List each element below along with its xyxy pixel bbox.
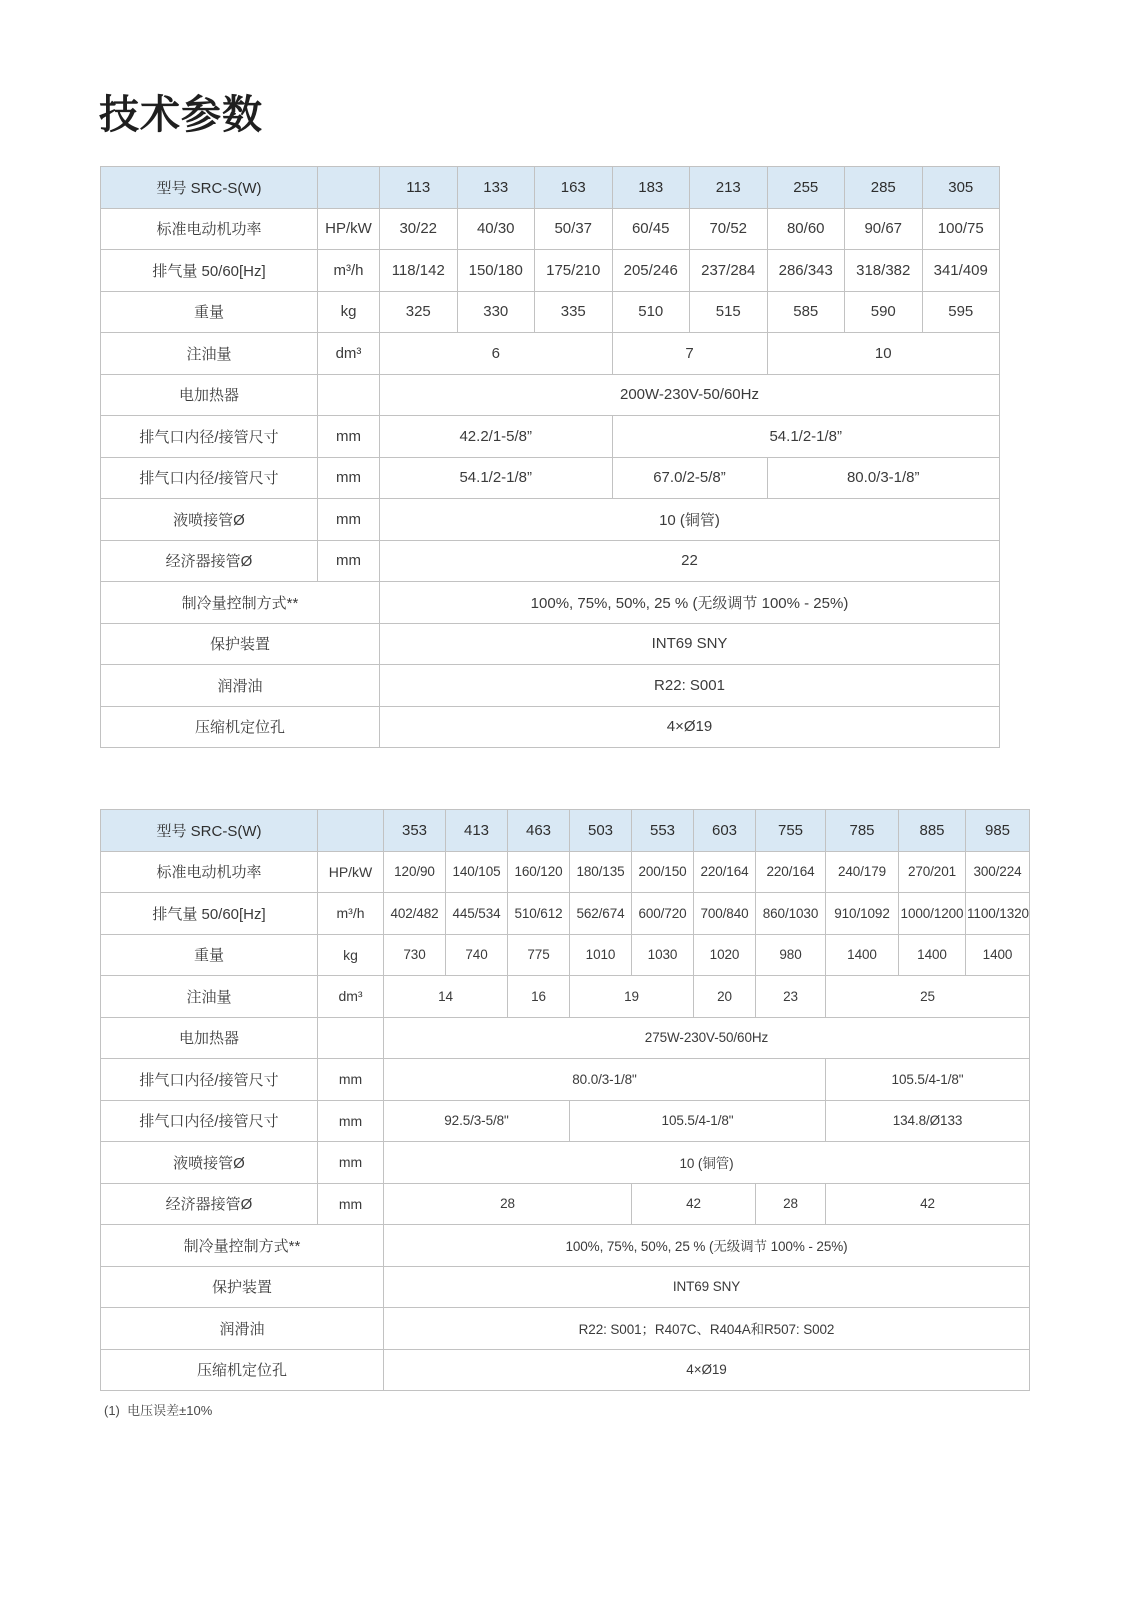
model-number: 353	[384, 810, 446, 852]
spec-value: 80.0/3-1/8”	[767, 457, 1000, 499]
spec-label: 标准电动机功率	[101, 208, 318, 250]
spec-value: 28	[384, 1183, 632, 1225]
spec-value: 335	[535, 291, 613, 333]
model-series-label: 型号 SRC-S(W)	[101, 167, 318, 209]
spec-value: 140/105	[446, 851, 508, 893]
spec-value: 600/720	[632, 893, 694, 935]
spec-label: 润滑油	[101, 1308, 384, 1350]
spec-value: 80/60	[767, 208, 845, 250]
spec-label: 注油量	[101, 333, 318, 375]
spec-value: 150/180	[457, 250, 535, 292]
spec-value: 92.5/3-5/8"	[384, 1100, 570, 1142]
spec-unit: dm³	[318, 976, 384, 1018]
spec-row	[101, 934, 1030, 976]
spec-label: 制冷量控制方式**	[101, 582, 380, 624]
spec-unit: m³/h	[318, 893, 384, 935]
spec-value: R22: S001	[380, 665, 1000, 707]
spec-table-small-models	[100, 166, 1000, 748]
spec-value: 80.0/3-1/8"	[384, 1059, 826, 1101]
spec-value: 10	[767, 333, 1000, 375]
spec-value: 19	[570, 976, 694, 1018]
spec-value: 860/1030	[756, 893, 826, 935]
spec-value: 910/1092	[826, 893, 899, 935]
spec-unit: dm³	[318, 333, 380, 375]
model-number: 755	[756, 810, 826, 852]
spec-label: 重量	[101, 934, 318, 976]
spec-label: 液喷接管Ø	[101, 499, 318, 541]
spec-row	[101, 540, 1000, 582]
spec-value: 22	[380, 540, 1000, 582]
spec-value: 510	[612, 291, 690, 333]
spec-label: 排气量 50/60[Hz]	[101, 250, 318, 292]
spec-value: 1000/1200	[899, 893, 966, 935]
spec-unit	[318, 374, 380, 416]
spec-unit: HP/kW	[318, 208, 380, 250]
model-number: 183	[612, 167, 690, 209]
spec-value: 42	[826, 1183, 1030, 1225]
spec-value: 220/164	[694, 851, 756, 893]
spec-value: 1020	[694, 934, 756, 976]
spec-row	[101, 1225, 1030, 1267]
model-number: 113	[380, 167, 458, 209]
spec-row	[101, 706, 1000, 748]
spec-value: 300/224	[966, 851, 1030, 893]
spec-value: 286/343	[767, 250, 845, 292]
spec-row	[101, 1059, 1030, 1101]
model-number: 305	[922, 167, 1000, 209]
spec-value: INT69 SNY	[384, 1266, 1030, 1308]
spec-row	[101, 416, 1000, 458]
model-number: 133	[457, 167, 535, 209]
spec-value: 54.1/2-1/8”	[612, 416, 1000, 458]
spec-row	[101, 893, 1030, 935]
spec-value: 200W-230V-50/60Hz	[380, 374, 1000, 416]
model-number: 255	[767, 167, 845, 209]
spec-value: 40/30	[457, 208, 535, 250]
spec-row	[101, 291, 1000, 333]
spec-value: 1030	[632, 934, 694, 976]
spec-label: 压缩机定位孔	[101, 706, 380, 748]
spec-value: 330	[457, 291, 535, 333]
spec-unit: kg	[318, 934, 384, 976]
spec-value: 510/612	[508, 893, 570, 935]
spec-label: 润滑油	[101, 665, 380, 707]
unit-header-cell	[318, 167, 380, 209]
model-number: 285	[845, 167, 923, 209]
spec-value: 700/840	[694, 893, 756, 935]
spec-value: 90/67	[845, 208, 923, 250]
spec-row	[101, 582, 1000, 624]
spec-value: 118/142	[380, 250, 458, 292]
model-number: 603	[694, 810, 756, 852]
spec-unit: mm	[318, 416, 380, 458]
spec-label: 经济器接管Ø	[101, 1183, 318, 1225]
spec-value: 1400	[966, 934, 1030, 976]
spec-value: 590	[845, 291, 923, 333]
spec-unit: mm	[318, 499, 380, 541]
spec-value: 100/75	[922, 208, 1000, 250]
spec-label: 排气口内径/接管尺寸	[101, 1100, 318, 1142]
spec-value: 775	[508, 934, 570, 976]
spec-label: 注油量	[101, 976, 318, 1018]
unit-header-cell	[318, 810, 384, 852]
spec-row	[101, 1349, 1030, 1391]
spec-value: 220/164	[756, 851, 826, 893]
spec-value: 70/52	[690, 208, 768, 250]
spec-row	[101, 1100, 1030, 1142]
table-header-row	[101, 167, 1000, 209]
spec-value: 7	[612, 333, 767, 375]
spec-row	[101, 333, 1000, 375]
spec-label: 经济器接管Ø	[101, 540, 318, 582]
spec-value: 4×Ø19	[384, 1349, 1030, 1391]
page-title: 技术参数	[99, 93, 263, 137]
spec-value: 54.1/2-1/8”	[380, 457, 613, 499]
spec-value: 14	[384, 976, 508, 1018]
spec-value: 275W-230V-50/60Hz	[384, 1017, 1030, 1059]
spec-row	[101, 851, 1030, 893]
spec-unit	[318, 1017, 384, 1059]
spec-value: 515	[690, 291, 768, 333]
model-number: 213	[690, 167, 768, 209]
spec-unit: mm	[318, 540, 380, 582]
spec-value: 28	[756, 1183, 826, 1225]
model-number: 553	[632, 810, 694, 852]
spec-unit: mm	[318, 1142, 384, 1184]
model-number: 413	[446, 810, 508, 852]
spec-row	[101, 208, 1000, 250]
spec-value: 1100/1320	[966, 893, 1030, 935]
model-series-label: 型号 SRC-S(W)	[101, 810, 318, 852]
spec-table-large-models-body	[101, 810, 1030, 1391]
spec-value: 30/22	[380, 208, 458, 250]
spec-value: 318/382	[845, 250, 923, 292]
model-number: 985	[966, 810, 1030, 852]
spec-unit: mm	[318, 1059, 384, 1101]
spec-value: INT69 SNY	[380, 623, 1000, 665]
spec-value: 562/674	[570, 893, 632, 935]
spec-value: 175/210	[535, 250, 613, 292]
spec-label: 排气口内径/接管尺寸	[101, 1059, 318, 1101]
spec-value: 134.8/Ø133	[826, 1100, 1030, 1142]
spec-value: 4×Ø19	[380, 706, 1000, 748]
spec-value: 100%, 75%, 50%, 25 % (无级调节 100% - 25%)	[380, 582, 1000, 624]
spec-value: 10 (铜管)	[384, 1142, 1030, 1184]
spec-label: 液喷接管Ø	[101, 1142, 318, 1184]
spec-value: 1400	[899, 934, 966, 976]
spec-value: 23	[756, 976, 826, 1018]
spec-value: 67.0/2-5/8”	[612, 457, 767, 499]
spec-row	[101, 623, 1000, 665]
spec-value: 1010	[570, 934, 632, 976]
spec-row	[101, 1183, 1030, 1225]
spec-unit: mm	[318, 457, 380, 499]
spec-value: 16	[508, 976, 570, 1018]
spec-row	[101, 374, 1000, 416]
spec-unit: HP/kW	[318, 851, 384, 893]
spec-row	[101, 665, 1000, 707]
model-number: 503	[570, 810, 632, 852]
spec-value: 50/37	[535, 208, 613, 250]
table-header-row	[101, 810, 1030, 852]
spec-value: R22: S001；R407C、R404A和R507: S002	[384, 1308, 1030, 1350]
spec-label: 排气口内径/接管尺寸	[101, 416, 318, 458]
spec-label: 重量	[101, 291, 318, 333]
spec-value: 105.5/4-1/8"	[826, 1059, 1030, 1101]
spec-label: 标准电动机功率	[101, 851, 318, 893]
spec-value: 42	[632, 1183, 756, 1225]
spec-value: 10 (铜管)	[380, 499, 1000, 541]
spec-row	[101, 457, 1000, 499]
spec-label: 排气口内径/接管尺寸	[101, 457, 318, 499]
spec-row	[101, 1308, 1030, 1350]
spec-value: 160/120	[508, 851, 570, 893]
spec-value: 445/534	[446, 893, 508, 935]
spec-value: 240/179	[826, 851, 899, 893]
spec-value: 595	[922, 291, 1000, 333]
voltage-tolerance-footnote: (1) 电压误差±10%	[104, 1403, 213, 1418]
spec-row	[101, 976, 1030, 1018]
spec-value: 100%, 75%, 50%, 25 % (无级调节 100% - 25%)	[384, 1225, 1030, 1267]
spec-value: 60/45	[612, 208, 690, 250]
spec-value: 42.2/1-5/8”	[380, 416, 613, 458]
model-number: 885	[899, 810, 966, 852]
spec-row	[101, 1017, 1030, 1059]
model-number: 163	[535, 167, 613, 209]
spec-unit: kg	[318, 291, 380, 333]
spec-unit: m³/h	[318, 250, 380, 292]
spec-value: 237/284	[690, 250, 768, 292]
spec-label: 电加热器	[101, 374, 318, 416]
spec-row	[101, 250, 1000, 292]
spec-value: 200/150	[632, 851, 694, 893]
spec-value: 20	[694, 976, 756, 1018]
spec-value: 205/246	[612, 250, 690, 292]
spec-unit: mm	[318, 1183, 384, 1225]
spec-row	[101, 1142, 1030, 1184]
spec-value: 740	[446, 934, 508, 976]
spec-value: 105.5/4-1/8"	[570, 1100, 826, 1142]
spec-label: 保护装置	[101, 1266, 384, 1308]
spec-value: 25	[826, 976, 1030, 1018]
spec-value: 325	[380, 291, 458, 333]
spec-value: 6	[380, 333, 613, 375]
model-number: 463	[508, 810, 570, 852]
spec-value: 730	[384, 934, 446, 976]
spec-label: 压缩机定位孔	[101, 1349, 384, 1391]
spec-value: 180/135	[570, 851, 632, 893]
spec-unit: mm	[318, 1100, 384, 1142]
spec-value: 1400	[826, 934, 899, 976]
spec-value: 270/201	[899, 851, 966, 893]
spec-value: 585	[767, 291, 845, 333]
spec-value: 120/90	[384, 851, 446, 893]
spec-label: 电加热器	[101, 1017, 318, 1059]
spec-value: 402/482	[384, 893, 446, 935]
spec-label: 保护装置	[101, 623, 380, 665]
spec-table-small-models-body	[101, 167, 1000, 748]
spec-row	[101, 499, 1000, 541]
spec-row	[101, 1266, 1030, 1308]
spec-label: 制冷量控制方式**	[101, 1225, 384, 1267]
model-number: 785	[826, 810, 899, 852]
spec-value: 341/409	[922, 250, 1000, 292]
spec-value: 980	[756, 934, 826, 976]
spec-table-large-models	[100, 809, 1030, 1391]
spec-label: 排气量 50/60[Hz]	[101, 893, 318, 935]
